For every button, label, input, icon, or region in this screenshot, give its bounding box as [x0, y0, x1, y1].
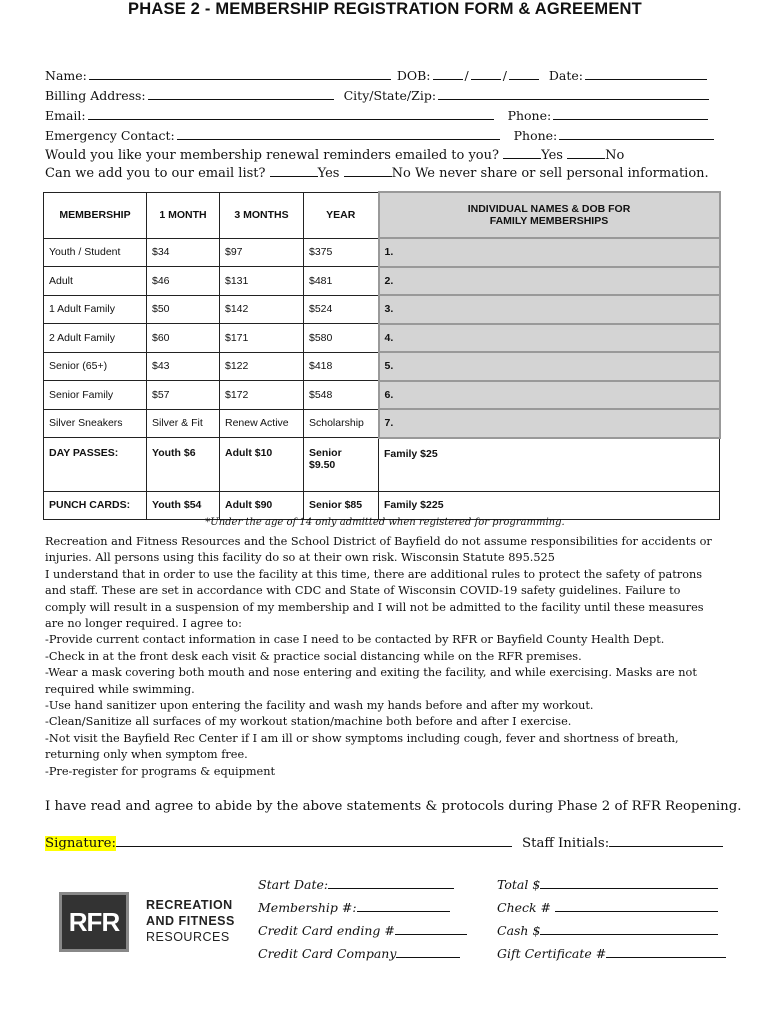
dob-label: DOB: [396, 68, 431, 83]
rule-item: -Check in at the front desk each visit & practice social distancing while on the RFR premises. [45, 649, 582, 663]
email-label: Email: [45, 108, 86, 123]
day-pass-senior-label: Senior [309, 447, 342, 459]
logo-line-2: AND FITNESS [146, 914, 235, 928]
dob-day-field[interactable] [471, 66, 501, 80]
agreement-statement: I have read and agree to abide by the above statements & protocols during Phase 2 of RFR Reopening. [45, 799, 742, 814]
family-member-field-7[interactable]: 7. [379, 409, 720, 438]
date-label: Date: [548, 68, 584, 83]
email-list-question-text: Can we add you to our email list? [45, 166, 266, 181]
year-header: YEAR [304, 192, 379, 238]
emergency-phone-label: Phone: [513, 128, 558, 143]
price-3-months: $172 [220, 381, 304, 410]
cash-field[interactable] [540, 922, 718, 935]
city-label: City/State/Zip: [343, 88, 437, 103]
form-title: PHASE 2 - MEMBERSHIP REGISTRATION FORM & AGREEMENT [128, 0, 642, 18]
membership-type: 1 Adult Family [44, 295, 147, 324]
name-field[interactable] [89, 66, 391, 80]
program-option: Renew Active [220, 409, 304, 438]
emergency-row [45, 126, 716, 143]
membership-type: Youth / Student [44, 238, 147, 267]
email-list-no-label: No We never share or sell personal information. [391, 166, 709, 181]
liability-paragraph: Recreation and Fitness Resources and the School District of Bayfield do not assume responsibilities for accidents or injuries. All persons using this facility do so at their own risk. Wisconsin Statute 895.525 [45, 535, 712, 565]
day-pass-youth: Youth $6 [147, 438, 220, 492]
rule-item: -Provide current contact information in case I need to be contacted by RFR or Bayfield County Health Dept. [45, 633, 665, 647]
signature-field[interactable] [116, 834, 512, 847]
email-list-no-blank[interactable] [344, 164, 392, 177]
price-year: $418 [304, 352, 379, 381]
table-header-row [44, 192, 720, 238]
day-pass-family: Family $25 [379, 438, 720, 492]
cc-company-field[interactable] [396, 945, 460, 958]
price-year: $548 [304, 381, 379, 410]
family-header-line-1: INDIVIDUAL NAMES & DOB FOR [467, 203, 631, 215]
billing-row [45, 86, 711, 103]
price-year: $524 [304, 295, 379, 324]
price-3-months: $97 [220, 238, 304, 267]
emergency-phone-field[interactable] [559, 126, 714, 140]
email-field[interactable] [88, 106, 494, 120]
price-1-month: $34 [147, 238, 220, 267]
start-date-label: Start Date: [258, 877, 329, 892]
membership-type: Senior Family [44, 381, 147, 410]
cc-company-row [258, 945, 460, 961]
rules-paragraph: I understand that in order to use the facility at this time, there are additional rules to protect the safety of patrons and staff. These are set in accordance with CDC and State of Wisconsin COVID-19 safety guidelines. Failure to comply will result in a suspension of my membership and I will not be admitted to the facility until these measures are no longer required. I agree to: [45, 567, 704, 631]
start-date-row [258, 876, 454, 892]
membership-number-label: Membership #: [258, 900, 357, 915]
membership-number-field[interactable] [357, 899, 450, 912]
price-3-months: $142 [220, 295, 304, 324]
membership-type: Silver Sneakers [44, 409, 147, 438]
table-row[interactable] [44, 381, 720, 410]
check-label: Check # [497, 900, 552, 915]
gift-certificate-label: Gift Certificate # [497, 946, 607, 961]
family-member-field-3[interactable]: 3. [379, 295, 720, 324]
membership-type: Adult [44, 267, 147, 296]
cc-ending-field[interactable] [395, 922, 467, 935]
table-row[interactable] [44, 267, 720, 296]
punch-card-adult: Adult $90 [220, 491, 304, 519]
check-field[interactable] [555, 899, 718, 912]
punch-card-youth: Youth $54 [147, 491, 220, 519]
email-list-question [45, 164, 709, 181]
family-member-field-1[interactable]: 1. [379, 238, 720, 267]
renewal-no-blank[interactable] [567, 146, 605, 159]
gift-certificate-row [497, 945, 726, 961]
family-member-field-6[interactable]: 6. [379, 381, 720, 410]
city-state-zip-field[interactable] [438, 86, 709, 100]
three-months-header: 3 MONTHS [220, 192, 304, 238]
one-month-header: 1 MONTH [147, 192, 220, 238]
family-header-line-2: FAMILY MEMBERSHIPS [489, 215, 609, 227]
total-row [497, 876, 718, 892]
price-year: $375 [304, 238, 379, 267]
agreement-text [45, 534, 725, 780]
family-member-field-2[interactable]: 2. [379, 267, 720, 296]
price-1-month: $57 [147, 381, 220, 410]
rfr-logo-mark: RFR [59, 892, 129, 952]
name-row: Name: DOB: / / Date: [45, 66, 709, 83]
staff-initials-label: Staff Initials: [522, 836, 610, 851]
price-year: $481 [304, 267, 379, 296]
table-row[interactable] [44, 295, 720, 324]
membership-type: Senior (65+) [44, 352, 147, 381]
price-1-month: $50 [147, 295, 220, 324]
cash-label: Cash $ [497, 923, 541, 938]
signature-row [45, 834, 512, 851]
email-list-yes-label: Yes [317, 166, 340, 181]
price-year: $580 [304, 324, 379, 353]
price-3-months: $122 [220, 352, 304, 381]
email-row [45, 106, 710, 123]
membership-table [43, 191, 721, 520]
dob-year-field[interactable] [509, 66, 539, 80]
rule-item: -Use hand sanitizer upon entering the facility and wash my hands before and after my workout. [45, 699, 594, 713]
staff-initials-field[interactable] [609, 834, 723, 847]
phone-label: Phone: [507, 108, 552, 123]
day-passes-label: DAY PASSES: [44, 438, 147, 492]
price-1-month: $60 [147, 324, 220, 353]
punch-cards-label: PUNCH CARDS: [44, 491, 147, 519]
rule-item: -Clean/Sanitize all surfaces of my workout station/machine both before and after I exercise. [45, 715, 572, 729]
day-pass-senior [304, 438, 379, 492]
rule-item: -Pre-register for programs & equipment [45, 764, 276, 778]
day-pass-adult: Adult $10 [220, 438, 304, 492]
family-member-field-4[interactable]: 4. [379, 324, 720, 353]
rule-item: -Not visit the Bayfield Rec Center if I am ill or show symptoms including cough, fever and shortness of breath, returning only when symptom free. [45, 731, 679, 762]
membership-type: 2 Adult Family [44, 324, 147, 353]
table-row[interactable] [44, 238, 720, 267]
renewal-reminder-question [45, 146, 624, 163]
rfr-logo [45, 882, 245, 964]
family-member-field-5[interactable]: 5. [379, 352, 720, 381]
billing-label: Billing Address: [45, 88, 146, 103]
cc-ending-row [258, 922, 467, 938]
total-label: Total $ [497, 877, 541, 892]
renewal-no-label: No [605, 148, 625, 163]
price-1-month: $46 [147, 267, 220, 296]
signature-label: Signature: [45, 836, 116, 851]
renewal-question-text: Would you like your membership renewal reminders emailed to you? [45, 148, 499, 163]
logo-line-3: RESOURCES [146, 930, 230, 944]
age-note: *Under the age of 14 only admitted when registered for programming. [205, 517, 565, 528]
day-pass-senior-price: $9.50 [309, 459, 336, 471]
dob-month-field[interactable] [433, 66, 463, 80]
date-field[interactable] [585, 66, 707, 80]
rule-item: -Wear a mask covering both mouth and nose entering and exiting the facility, and while exercising. Masks are not required while swimming. [45, 666, 697, 696]
family-names-header [379, 192, 720, 238]
punch-card-senior: Senior $85 [304, 491, 379, 519]
day-passes-row[interactable] [44, 438, 720, 492]
cash-row [497, 922, 718, 938]
renewal-yes-blank[interactable] [503, 146, 541, 159]
punch-cards-row[interactable] [44, 491, 720, 519]
emergency-contact-label: Emergency Contact: [45, 128, 175, 143]
membership-header: MEMBERSHIP [44, 192, 147, 238]
cc-ending-label: Credit Card ending # [258, 923, 395, 938]
emergency-contact-field[interactable] [177, 126, 500, 140]
phone-field[interactable] [553, 106, 708, 120]
cc-company-label: Credit Card Company [258, 946, 397, 961]
punch-card-family: Family $225 [379, 491, 720, 519]
staff-initials-row [522, 834, 723, 851]
email-list-yes-blank[interactable] [270, 164, 318, 177]
membership-number-row [258, 899, 450, 915]
table-row[interactable] [44, 409, 720, 438]
program-option: Silver & Fit [147, 409, 220, 438]
billing-address-field[interactable] [148, 86, 334, 100]
price-3-months: $171 [220, 324, 304, 353]
name-label: Name: [45, 68, 87, 83]
price-1-month: $43 [147, 352, 220, 381]
table-row[interactable] [44, 352, 720, 381]
program-option: Scholarship [304, 409, 379, 438]
gift-certificate-field[interactable] [606, 945, 726, 958]
check-row [497, 899, 718, 915]
total-field[interactable] [540, 876, 718, 889]
renewal-yes-label: Yes [541, 148, 563, 163]
price-3-months: $131 [220, 267, 304, 296]
table-row[interactable] [44, 324, 720, 353]
logo-line-1: RECREATION [146, 898, 233, 912]
start-date-field[interactable] [328, 876, 454, 889]
